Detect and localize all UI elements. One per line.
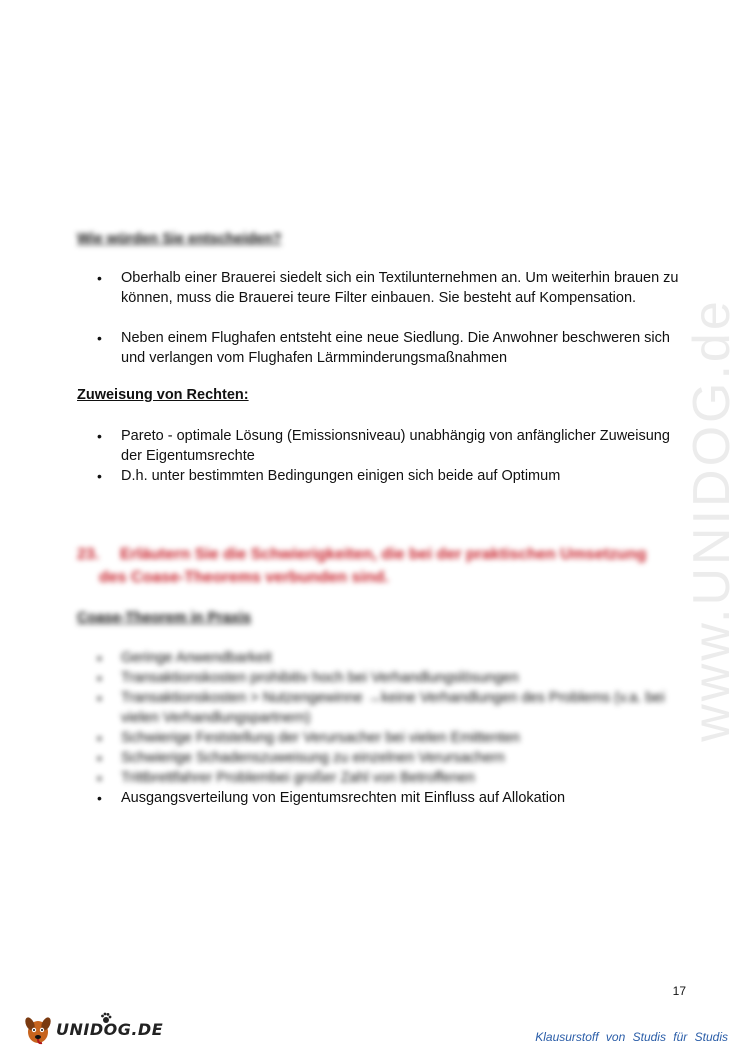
list-item: • Transaktionskosten > Nutzengewinne →keine Verhandlungen des Problems (v.a. bei vielen Verhandlungspartnern) bbox=[77, 688, 687, 728]
section-heading-practice: Coase-Theorem in Praxis bbox=[77, 610, 252, 626]
footer-tagline: Klausurstoff von Studis für Studis bbox=[535, 1030, 728, 1044]
dog-icon bbox=[20, 1012, 60, 1048]
bullet-list-decide bbox=[77, 268, 687, 368]
list-item: • Geringe Anwendbarkeit bbox=[77, 648, 687, 668]
list-item: • Neben einem Flughafen entsteht eine neue Siedlung. Die Anwohner beschweren sich und verlangen vom Flughafen Lärmminderungsmaßnahmen bbox=[77, 328, 687, 368]
list-item: • Schwierige Feststellung der Verursacher bei vielen Emittenten bbox=[77, 728, 687, 748]
list-item: • D.h. unter bestimmten Bedingungen einigen sich beide auf Optimum bbox=[77, 466, 687, 486]
list-item: • Trittbrettfahrer Problembei großer Zahl von Betroffenen bbox=[77, 768, 687, 788]
list-item: • Transaktionskosten prohibitiv hoch bei Verhandlungslösungen bbox=[77, 668, 687, 688]
bullet-list-rights bbox=[77, 426, 687, 486]
question-line-1: Erläutern Sie die Schwierigkeiten, die bei der praktischen Umsetzung bbox=[120, 546, 647, 563]
section-heading-rights: Zuweisung von Rechten: bbox=[77, 387, 249, 403]
bullet-list-practice bbox=[77, 648, 687, 808]
question-number: 23. bbox=[77, 546, 100, 563]
list-item: • Schwierige Schadenszuweisung zu einzelnen Verursachern bbox=[77, 748, 687, 768]
list-item: • Ausgangsverteilung von Eigentumsrechten mit Einfluss auf Allokation bbox=[77, 788, 687, 808]
list-item: • Oberhalb einer Brauerei siedelt sich ein Textilunternehmen an. Um weiterhin brauen zu können, muss die Brauerei teure Filter einbauen. Sie besteht auf Kompensation. bbox=[77, 268, 687, 308]
list-item: • Pareto - optimale Lösung (Emissionsniveau) unabhängig von anfänglicher Zuweisung der Eigentumsrechte bbox=[77, 426, 687, 466]
section-heading-decide: Wie würden Sie entscheiden? bbox=[77, 231, 282, 247]
question-title bbox=[77, 543, 697, 589]
unidog-logo bbox=[20, 1012, 164, 1048]
question-line-2: des Coase-Theorems verbunden sind. bbox=[99, 569, 389, 586]
watermark: www.UNIDOG.de bbox=[683, 298, 741, 742]
logo-text: UNIDOG.DE bbox=[56, 1020, 164, 1039]
page-number: 17 bbox=[672, 984, 686, 998]
